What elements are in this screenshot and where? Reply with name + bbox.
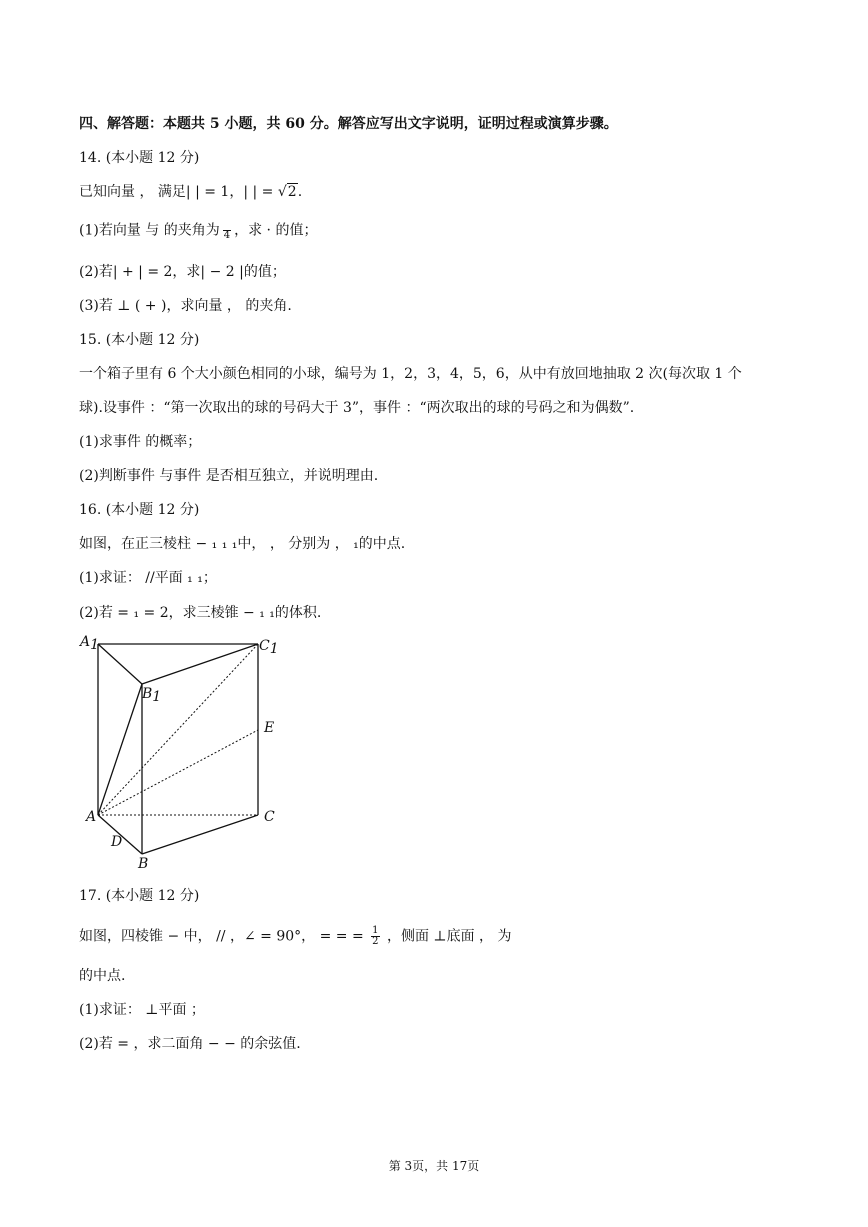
q15-part2: (2)判断事件 与事件 是否相互独立，并说明理由. [79, 468, 379, 484]
q17-stem-text-b: ，侧面 ⊥底面 ， 为 [382, 928, 512, 945]
label-e: E [264, 720, 275, 736]
fraction-numerator: 1 [372, 925, 379, 936]
label-a1: A1 [80, 634, 100, 653]
q16-part1: (1)求证： //平面 ₁ ₁； [79, 570, 217, 586]
q14-stem-end: . [297, 184, 303, 200]
q15-part1: (1)求事件 的概率； [79, 434, 202, 450]
label-d: D [111, 834, 123, 850]
q16-part2: (2)若 = ₁ = 2，求三棱锥 − ₁ ₁的体积. [79, 605, 322, 621]
q17-stem-line2: 的中点. [79, 968, 126, 984]
sqrt-sign: √ [277, 184, 287, 200]
edge-a1-b1 [98, 644, 142, 684]
edge-b1-c1 [142, 644, 258, 684]
q17-stem-line1 [79, 926, 511, 947]
section-heading: 四、解答题：本题共 5 小题，共 60 分。解答应写出文字说明，证明过程或演算步骤。 [79, 116, 618, 132]
q17-part1: (1)求证： ⊥平面 ； [79, 1002, 205, 1018]
q15-stem-line2: 球).设事件 ：“第一次取出的球的号码大于 3”，事件 ：“两次取出的球的号码之和为偶数”. [79, 400, 635, 416]
q14-part1-fraction [223, 220, 231, 241]
label-a: A [86, 809, 97, 825]
q14-stem-text: 已知向量 ， 满足| | = 1，| | = [79, 184, 278, 200]
q14-part2: (2)若| + | = 2，求| − 2 |的值； [79, 264, 286, 280]
q16-header: 16. (本小题 12 分) [79, 502, 200, 518]
q14-sqrt-value: 2 [287, 184, 297, 200]
q15-header: 15. (本小题 12 分) [79, 332, 200, 348]
edge-b-c [142, 815, 258, 854]
q15-stem-line1: 一个箱子里有 6 个大小颜色相同的小球，编号为 1，2，3，4，5，6，从中有放回地抽取 2 次(每次取 1 个 [79, 366, 742, 382]
q17-part2: (2)若 = ，求二面角 − − 的余弦值. [79, 1036, 301, 1052]
q14-part1-text-a: (1)若向量 与 的夹角为 [79, 222, 220, 239]
q17-fraction [371, 926, 379, 947]
fraction-denominator: 4 [223, 230, 231, 241]
q17-stem-text-a: 如图，四棱锥 − 中， // ，∠ = 90°， = = = [79, 928, 369, 945]
q14-part1-text-b: ，求 · 的值； [234, 222, 318, 239]
page-footer: 第 3页，共 17页 [388, 1159, 480, 1173]
segment-a-b1 [98, 684, 142, 815]
q16-stem: 如图，在正三棱柱 − ₁ ₁ ₁中， ， 分别为 ， ₁的中点. [79, 536, 406, 552]
label-b: B [138, 856, 149, 872]
label-c: C [264, 809, 275, 825]
q14-stem [79, 182, 302, 202]
prism-figure [70, 628, 290, 873]
q14-header: 14. (本小题 12 分) [79, 150, 200, 166]
label-b1: B1 [142, 686, 162, 705]
label-c1: C1 [259, 638, 279, 657]
q17-header: 17. (本小题 12 分) [79, 888, 200, 904]
q14-part3: (3)若 ⊥ ( + )，求向量 ， 的夹角. [79, 298, 292, 314]
dashed-a-c1 [98, 644, 258, 815]
q14-part1 [79, 220, 317, 241]
fraction-denominator: 2 [372, 936, 379, 947]
